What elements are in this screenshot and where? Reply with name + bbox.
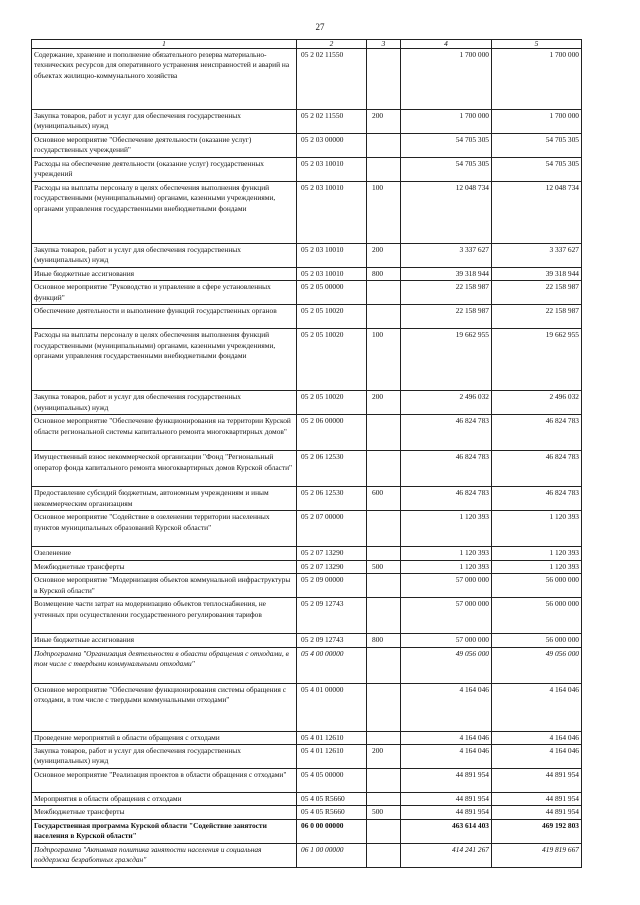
row-expense-type: 800: [367, 268, 401, 281]
row-code: 06 1 00 00000: [297, 843, 367, 867]
row-expense-type: [367, 843, 401, 867]
row-name: Подпрограмма "Активная политика занятости населения и социальная поддержка безработных граждан": [32, 843, 297, 867]
row-name: Закупка товаров, работ и услуг для обеспечения государственных (муниципальных) нужд: [32, 391, 297, 415]
row-amount-year-2: 4 164 046: [492, 731, 582, 744]
row-name: Расходы на выплаты персоналу в целях обеспечения выполнения функций государственными (муниципальными) органами, казенными учреждениями, органами управления государственными внебюджетными фондами: [32, 182, 297, 244]
row-amount-year-1: 4 164 046: [401, 745, 492, 769]
row-name: Межбюджетные трансферты: [32, 806, 297, 819]
row-name: Основное мероприятие "Обеспечение деятельности (оказание услуг) государственных учреждений": [32, 134, 297, 158]
row-amount-year-2: 19 662 955: [492, 329, 582, 391]
row-code: 05 2 07 00000: [297, 511, 367, 547]
row-code: 05 2 07 13290: [297, 560, 367, 573]
table-row: [32, 451, 582, 487]
table-row: [32, 634, 582, 647]
row-expense-type: [367, 305, 401, 329]
row-amount-year-1: 54 705 305: [401, 158, 492, 182]
row-amount-year-2: 2 496 032: [492, 391, 582, 415]
row-amount-year-2: 54 705 305: [492, 134, 582, 158]
row-amount-year-2: 46 824 783: [492, 451, 582, 487]
row-expense-type: [367, 49, 401, 110]
row-amount-year-2: 46 824 783: [492, 487, 582, 511]
row-amount-year-2: 22 158 987: [492, 281, 582, 305]
table-row: [32, 391, 582, 415]
row-code: 06 0 00 00000: [297, 819, 367, 843]
row-expense-type: [367, 647, 401, 683]
table-row: [32, 598, 582, 634]
row-amount-year-1: 44 891 954: [401, 769, 492, 793]
row-code: 05 2 03 10010: [297, 158, 367, 182]
row-code: 05 4 05 R5660: [297, 806, 367, 819]
row-amount-year-1: 1 120 393: [401, 560, 492, 573]
row-code: 05 4 05 R5660: [297, 793, 367, 806]
row-amount-year-2: 1 120 393: [492, 560, 582, 573]
row-code: 05 2 02 11550: [297, 49, 367, 110]
row-expense-type: [367, 793, 401, 806]
row-name: Межбюджетные трансферты: [32, 560, 297, 573]
row-code: 05 2 03 10010: [297, 244, 367, 268]
table-row: [32, 547, 582, 560]
table-row: [32, 793, 582, 806]
row-code: 05 2 05 10020: [297, 391, 367, 415]
row-expense-type: [367, 598, 401, 634]
row-expense-type: 600: [367, 487, 401, 511]
row-amount-year-2: 44 891 954: [492, 769, 582, 793]
row-code: 05 4 05 00000: [297, 769, 367, 793]
row-name: Основное мероприятие "Модернизация объектов коммунальной инфраструктуры в Курской области": [32, 574, 297, 598]
row-amount-year-1: 22 158 987: [401, 281, 492, 305]
table-row: [32, 745, 582, 769]
row-expense-type: [367, 415, 401, 451]
header-col-5: 5: [492, 40, 582, 49]
row-amount-year-1: 463 614 403: [401, 819, 492, 843]
row-name: Основное мероприятие "Реализация проектов в области обращения с отходами": [32, 769, 297, 793]
row-name: Расходы на выплаты персоналу в целях обеспечения выполнения функций государственными (муниципальными) органами, казенными учреждениями, органами управления государственными внебюджетными фондами: [32, 329, 297, 391]
row-amount-year-1: 39 318 944: [401, 268, 492, 281]
row-name: Предоставление субсидий бюджетным, автономным учреждениям и иным некоммерческим организациям: [32, 487, 297, 511]
row-amount-year-1: 44 891 954: [401, 806, 492, 819]
table-row: [32, 487, 582, 511]
table-row: [32, 244, 582, 268]
row-amount-year-2: 44 891 954: [492, 793, 582, 806]
row-code: 05 2 05 10020: [297, 329, 367, 391]
row-expense-type: [367, 731, 401, 744]
row-expense-type: 200: [367, 745, 401, 769]
row-name: Мероприятия в области обращения с отходами: [32, 793, 297, 806]
row-code: 05 2 03 10010: [297, 182, 367, 244]
row-amount-year-2: 4 164 046: [492, 683, 582, 731]
row-amount-year-1: 3 337 627: [401, 244, 492, 268]
row-amount-year-1: 46 824 783: [401, 487, 492, 511]
row-amount-year-1: 1 120 393: [401, 511, 492, 547]
table-row: [32, 806, 582, 819]
header-row: [32, 40, 582, 49]
row-amount-year-1: 57 000 000: [401, 574, 492, 598]
row-amount-year-1: 44 891 954: [401, 793, 492, 806]
row-amount-year-1: 1 700 000: [401, 110, 492, 134]
row-amount-year-2: 419 819 667: [492, 843, 582, 867]
table-row: [32, 182, 582, 244]
table-row: [32, 511, 582, 547]
table-row: [32, 49, 582, 110]
row-amount-year-1: 2 496 032: [401, 391, 492, 415]
row-code: 05 2 06 00000: [297, 415, 367, 451]
row-code: 05 2 09 12743: [297, 634, 367, 647]
header-col-4: 4: [401, 40, 492, 49]
row-name: Обеспечение деятельности и выполнение функций государственных органов: [32, 305, 297, 329]
row-name: Озеленение: [32, 547, 297, 560]
row-name: Содержание, хранение и пополнение обязательного резерва материально-технических ресурсов для оперативного устранения неисправностей и аварий на объектах жилищно-коммунального хозяйства: [32, 49, 297, 110]
row-amount-year-2: 1 120 393: [492, 547, 582, 560]
row-expense-type: 200: [367, 110, 401, 134]
table-row: [32, 329, 582, 391]
row-amount-year-2: 1 120 393: [492, 511, 582, 547]
row-name: Иные бюджетные ассигнования: [32, 268, 297, 281]
row-expense-type: 500: [367, 806, 401, 819]
row-code: 05 2 05 10020: [297, 305, 367, 329]
budget-table: [31, 39, 582, 868]
header-col-2: 2: [297, 40, 367, 49]
row-expense-type: 200: [367, 391, 401, 415]
row-amount-year-2: 22 158 987: [492, 305, 582, 329]
table-row: [32, 647, 582, 683]
row-amount-year-1: 54 705 305: [401, 134, 492, 158]
row-expense-type: [367, 769, 401, 793]
header-col-1: 1: [32, 40, 297, 49]
row-expense-type: 100: [367, 329, 401, 391]
row-amount-year-1: 46 824 783: [401, 451, 492, 487]
row-amount-year-1: 49 056 000: [401, 647, 492, 683]
row-expense-type: 500: [367, 560, 401, 573]
row-code: 05 2 09 00000: [297, 574, 367, 598]
row-amount-year-1: 57 000 000: [401, 634, 492, 647]
row-amount-year-2: 54 705 305: [492, 158, 582, 182]
row-code: 05 4 01 12610: [297, 745, 367, 769]
row-code: 05 4 01 12610: [297, 731, 367, 744]
row-expense-type: [367, 134, 401, 158]
table-row: [32, 110, 582, 134]
row-amount-year-2: 56 000 000: [492, 634, 582, 647]
row-name: Имущественный взнос некоммерческой организации "Фонд "Региональный оператор фонда капитального ремонта многоквартирных домов Курской области": [32, 451, 297, 487]
row-code: 05 4 01 00000: [297, 683, 367, 731]
row-code: 05 4 00 00000: [297, 647, 367, 683]
row-name: Закупка товаров, работ и услуг для обеспечения государственных (муниципальных) нужд: [32, 244, 297, 268]
row-code: 05 2 05 00000: [297, 281, 367, 305]
table-row: [32, 731, 582, 744]
table-row: [32, 158, 582, 182]
table-row: [32, 415, 582, 451]
header-col-3: 3: [367, 40, 401, 49]
row-name: Возмещение части затрат на модернизацию объектов теплоснабжения, не учтенных при осуществлении государственного регулирования тарифов: [32, 598, 297, 634]
row-expense-type: [367, 158, 401, 182]
row-expense-type: [367, 511, 401, 547]
page-number: 27: [315, 22, 325, 32]
row-amount-year-2: 56 000 000: [492, 598, 582, 634]
row-code: 05 2 07 13290: [297, 547, 367, 560]
row-name: Государственная программа Курской области "Содействие занятости населения в Курской области": [32, 819, 297, 843]
row-amount-year-1: 4 164 046: [401, 683, 492, 731]
row-code: 05 2 03 00000: [297, 134, 367, 158]
row-amount-year-2: 3 337 627: [492, 244, 582, 268]
row-amount-year-1: 46 824 783: [401, 415, 492, 451]
row-name: Основное мероприятие "Обеспечение функционирования системы обращения с отходами, в том числе с твердыми коммунальными отходами": [32, 683, 297, 731]
row-expense-type: 100: [367, 182, 401, 244]
row-amount-year-1: 12 048 734: [401, 182, 492, 244]
row-expense-type: [367, 281, 401, 305]
row-amount-year-1: 22 158 987: [401, 305, 492, 329]
row-expense-type: 800: [367, 634, 401, 647]
table-row: [32, 683, 582, 731]
table-row: [32, 134, 582, 158]
row-code: 05 2 03 10010: [297, 268, 367, 281]
row-expense-type: [367, 547, 401, 560]
row-code: 05 2 09 12743: [297, 598, 367, 634]
row-amount-year-1: 1 120 393: [401, 547, 492, 560]
row-name: Основное мероприятие "Содействие в озеленении территории населенных пунктов муниципальных образований Курской области": [32, 511, 297, 547]
row-amount-year-1: 19 662 955: [401, 329, 492, 391]
row-expense-type: [367, 819, 401, 843]
table-row: [32, 819, 582, 843]
table-row: [32, 769, 582, 793]
row-amount-year-2: 4 164 046: [492, 745, 582, 769]
row-expense-type: 200: [367, 244, 401, 268]
table-row: [32, 843, 582, 867]
row-code: 05 2 02 11550: [297, 110, 367, 134]
row-expense-type: [367, 451, 401, 487]
row-name: Основное мероприятие "Обеспечение функционирования на территории Курской области региональной системы капитального ремонта многоквартирных домов": [32, 415, 297, 451]
row-amount-year-2: 1 700 000: [492, 49, 582, 110]
row-name: Иные бюджетные ассигнования: [32, 634, 297, 647]
row-name: Расходы на обеспечение деятельности (оказание услуг) государственных учреждений: [32, 158, 297, 182]
row-name: Проведение мероприятий в области обращения с отходами: [32, 731, 297, 744]
row-code: 05 2 06 12530: [297, 451, 367, 487]
row-amount-year-2: 12 048 734: [492, 182, 582, 244]
row-name: Закупка товаров, работ и услуг для обеспечения государственных (муниципальных) нужд: [32, 745, 297, 769]
row-amount-year-1: 57 000 000: [401, 598, 492, 634]
table-row: [32, 305, 582, 329]
row-expense-type: [367, 574, 401, 598]
row-name: Закупка товаров, работ и услуг для обеспечения государственных (муниципальных) нужд: [32, 110, 297, 134]
row-amount-year-1: 414 241 267: [401, 843, 492, 867]
row-amount-year-2: 44 891 954: [492, 806, 582, 819]
row-amount-year-2: 1 700 000: [492, 110, 582, 134]
row-name: Основное мероприятие "Руководство и управление в сфере установленных функций": [32, 281, 297, 305]
row-amount-year-2: 39 318 944: [492, 268, 582, 281]
row-name: Подпрограмма "Организация деятельности в области обращения с отходами, в том числе с твердыми коммунальными отходами": [32, 647, 297, 683]
row-amount-year-1: 1 700 000: [401, 49, 492, 110]
table-row: [32, 268, 582, 281]
row-amount-year-2: 56 000 000: [492, 574, 582, 598]
row-code: 05 2 06 12530: [297, 487, 367, 511]
row-amount-year-2: 46 824 783: [492, 415, 582, 451]
table-row: [32, 281, 582, 305]
table-row: [32, 574, 582, 598]
table-row: [32, 560, 582, 573]
row-amount-year-2: 469 192 803: [492, 819, 582, 843]
row-amount-year-1: 4 164 046: [401, 731, 492, 744]
row-amount-year-2: 49 056 000: [492, 647, 582, 683]
row-expense-type: [367, 683, 401, 731]
